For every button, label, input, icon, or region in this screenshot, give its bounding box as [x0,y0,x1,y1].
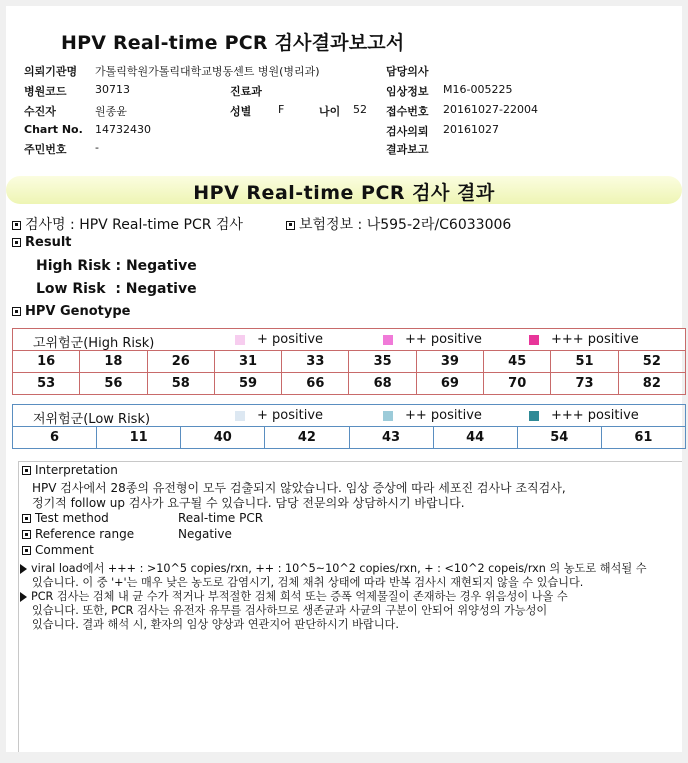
interpretation-heading [22,463,118,477]
insurance-line [286,214,511,234]
interpretation-label: Interpretation [35,463,118,477]
genotype-cell: 40 [181,427,265,449]
triangle-bullet-icon [20,564,27,574]
sex-label: 성별 [230,105,252,118]
genotype-cell: 66 [282,373,349,395]
chart-label: Chart No. [24,123,83,136]
high-risk-result: High Risk : Negative [36,258,197,274]
genotype-cell: 43 [349,427,433,449]
plus3-positive-swatch [529,411,539,421]
result-section [12,235,72,250]
genotype-cell: 31 [214,351,281,373]
square-bullet-icon [22,514,31,523]
square-bullet-icon [12,238,21,247]
low-risk-result: Low Risk : Negative [36,281,197,297]
genotype-cell: 82 [618,373,685,395]
genotype-cell: 56 [80,373,147,395]
genotype-cell: 69 [416,373,483,395]
result-title: HPV Real-time PCR 검사 결과 [193,182,495,204]
genotype-section [12,304,130,319]
receipt-value: 20161027-22004 [443,103,538,116]
genotype-cell: 42 [265,427,349,449]
interpretation-text-1: HPV 검사에서 28종의 유전형이 모두 검출되지 않았습니다. 임상 증상에 따라 세포진 검사나 조직검사, [32,481,566,495]
high-risk-group-label: 고위험군(High Risk) [33,336,155,351]
genotype-cell: 54 [517,427,601,449]
collector-label: 수진자 [24,105,56,118]
low-legend-plus2: ++ positive [405,408,482,423]
resident-label: 주민번호 [24,143,67,156]
plus-positive-swatch [235,335,245,345]
collector-value: 원종윤 [95,105,127,118]
comment-heading [22,543,94,557]
genotype-cell: 61 [601,427,685,449]
insurance-info: 보험정보 : 나595-2라/C6033006 [299,217,512,233]
clinical-label: 임상정보 [386,85,429,98]
high-risk-header [13,329,686,351]
genotype-cell: 39 [416,351,483,373]
age-label: 나이 [319,105,341,118]
genotype-cell: 6 [13,427,97,449]
report-title: HPV Real-time PCR 검사결과보고서 [61,32,405,54]
comment-2b: 있습니다. 또한, PCR 검사는 유전자 유무를 검사하므로 생존균과 사균의 구분이 안되어 위양성의 가능성이 [32,604,548,617]
chart-value: 14732430 [95,123,151,136]
report-label: 결과보고 [386,143,429,156]
genotype-cell: 70 [484,373,551,395]
institution-label: 의뢰기관명 [24,65,78,78]
plus2-positive-swatch [383,335,393,345]
low-legend-plus3: +++ positive [551,408,639,423]
plus-positive-swatch [235,411,245,421]
square-bullet-icon [22,546,31,555]
square-bullet-icon [22,466,31,475]
plus3-positive-swatch [529,335,539,345]
comment-label: Comment [35,543,94,557]
square-bullet-icon [12,307,21,316]
high-legend-plus2: ++ positive [405,332,482,347]
test-name-line [12,214,243,234]
genotype-cell: 45 [484,351,551,373]
triangle-bullet-icon [20,592,27,602]
request-value: 20161027 [443,123,499,136]
receipt-label: 접수번호 [386,105,429,118]
reference-value: Negative [178,527,232,541]
interpretation-text-2: 정기적 follow up 검사가 요구될 수 있습니다. 담당 전문의와 상담하시기 바랍니다. [32,496,465,510]
genotype-cell: 58 [147,373,214,395]
method-heading [22,511,109,525]
genotype-label: HPV Genotype [25,304,131,319]
low-legend-plus: + positive [257,408,324,423]
square-bullet-icon [286,221,295,230]
genotype-cell: 44 [433,427,517,449]
genotype-cell: 11 [97,427,181,449]
genotype-cell: 26 [147,351,214,373]
high-legend-plus: + positive [257,332,324,347]
resident-value: - [95,141,99,154]
comment-text: PCR 검사는 검체 내 균 수가 적거나 부적절한 검체 희석 또는 증폭 억제물질이 존재하는 경우 위음성이 나올 수 [31,590,568,603]
comment-2c: 있습니다. 결과 해석 시, 환자의 임상 양상과 연관지어 판단하시기 바랍니다. [32,618,399,631]
high-legend-plus3: +++ positive [551,332,639,347]
genotype-cell: 35 [349,351,416,373]
low-risk-header [13,405,686,427]
age-value: 52 [353,103,367,116]
method-label: Test method [35,511,109,525]
low-risk-genotype-table [12,404,686,449]
sex-value: F [278,103,285,116]
report-page [6,6,682,752]
plus2-positive-swatch [383,411,393,421]
square-bullet-icon [22,530,31,539]
comment-text: viral load에서 +++ : >10^5 copies/rxn, ++ : 10^5~10^2 copies/rxn, + : <10^2 copeis/rxn 의 농도로 해석될 수 [31,562,647,575]
genotype-cell: 16 [13,351,80,373]
hospital-code-value: 30713 [95,83,130,96]
genotype-cell: 33 [282,351,349,373]
test-name: 검사명 : HPV Real-time PCR 검사 [25,217,243,233]
reference-label: Reference range [35,527,135,541]
genotype-cell: 52 [618,351,685,373]
hospital-code-label: 병원코드 [24,85,67,98]
comment-1b: 있습니다. 이 중 '+'는 매우 낮은 농도로 감염시기, 검체 채취 상태에 따라 반복 검사시 재현되지 않을 수 있습니다. [32,576,584,589]
genotype-cell: 73 [551,373,618,395]
high-risk-genotype-table [12,328,686,395]
genotype-cell: 68 [349,373,416,395]
doctor-label: 담당의사 [386,65,429,78]
genotype-cell: 51 [551,351,618,373]
method-value: Real-time PCR [178,511,264,525]
result-label: Result [25,235,72,250]
genotype-cell: 18 [80,351,147,373]
clinical-value: M16-005225 [443,83,513,96]
genotype-cell: 53 [13,373,80,395]
request-label: 검사의뢰 [386,125,429,138]
institution-value: 가톨릭학원가톨릭대학교병동센트 병원(병리과) [95,65,320,78]
genotype-cell: 59 [214,373,281,395]
dept-label: 진료과 [230,85,262,98]
low-risk-group-label: 저위험군(Low Risk) [33,412,151,427]
square-bullet-icon [12,221,21,230]
reference-heading [22,527,134,541]
